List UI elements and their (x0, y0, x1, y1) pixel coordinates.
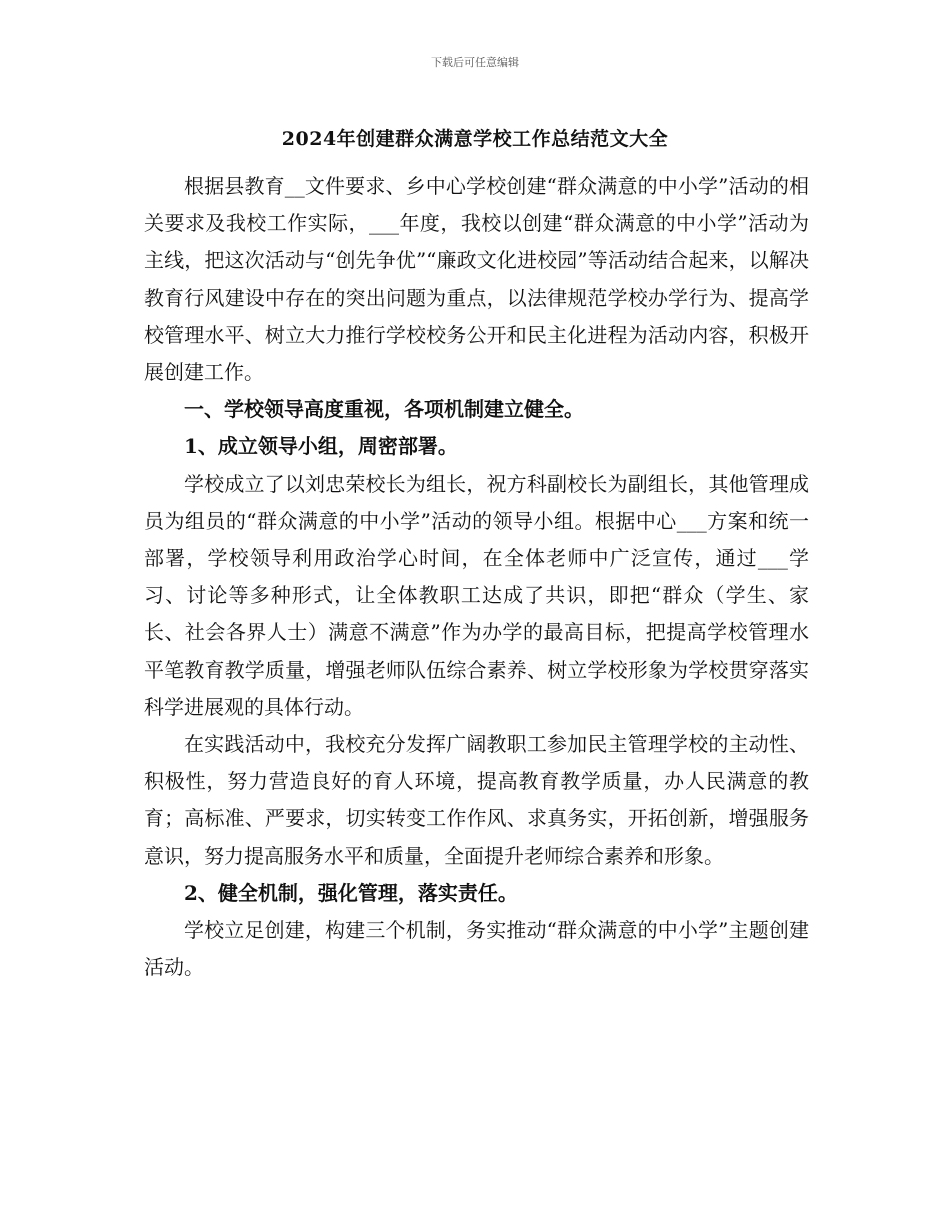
document-body (144, 168, 809, 986)
paragraph-intro: 根据县教育__文件要求、乡中心学校创建“群众满意的中小学”活动的相关要求及我校工作实际，___年度，我校以创建“群众满意的中小学”活动为主线，把这次活动与“创先争优”“廉政文化进校园”等活动结合起来，以解决教育行风建设中存在的突出问题为重点，以法律规范学校办学行为、提高学校管理水平、树立大力推行学校校务公开和民主化进程为活动内容，积极开展创建工作。 (144, 174, 809, 385)
section-heading-1: 一、学校领导高度重视，各项机制建立健全。 (184, 397, 584, 422)
header-note: 下载后可任意编辑 (431, 56, 519, 69)
paragraph-mechanism: 学校立足创建，构建三个机制，务实推动“群众满意的中小学”主题创建活动。 (144, 918, 809, 980)
page-title: 2024年创建群众满意学校工作总结范文大全 (281, 128, 669, 150)
subsection-heading-1: 1、成立领导小组，周密部署。 (184, 434, 458, 459)
subsection-heading-2: 2、健全机制，强化管理，落实责任。 (184, 880, 518, 905)
paragraph-leadership: 学校成立了以刘忠荣校长为组长，祝方科副校长为副组长，其他管理成员为组员的“群众满意的中小学”活动的领导小组。根据中心___方案和统一部署，学校领导利用政治学心时间，在全体老师中广泛宣传，通过___学习、讨论等多种形式，让全体教职工达成了共识，即把“群众（学生、家长、社会各界人士）满意不满意”作为办学的最高目标，把提高学校管理水平笔教育教学质量，增强老师队伍综合素养、树立学校形象为学校贯穿落实科学进展观的具体行动。 (144, 471, 809, 719)
paragraph-practice: 在实践活动中，我校充分发挥广阔教职工参加民主管理学校的主动性、积极性，努力营造良好的育人环境，提高教育教学质量，办人民满意的教育；高标准、严要求，切实转变工作作风、求真务实，开拓创新，增强服务意识，努力提高服务水平和质量，全面提升老师综合素养和形象。 (144, 732, 809, 868)
